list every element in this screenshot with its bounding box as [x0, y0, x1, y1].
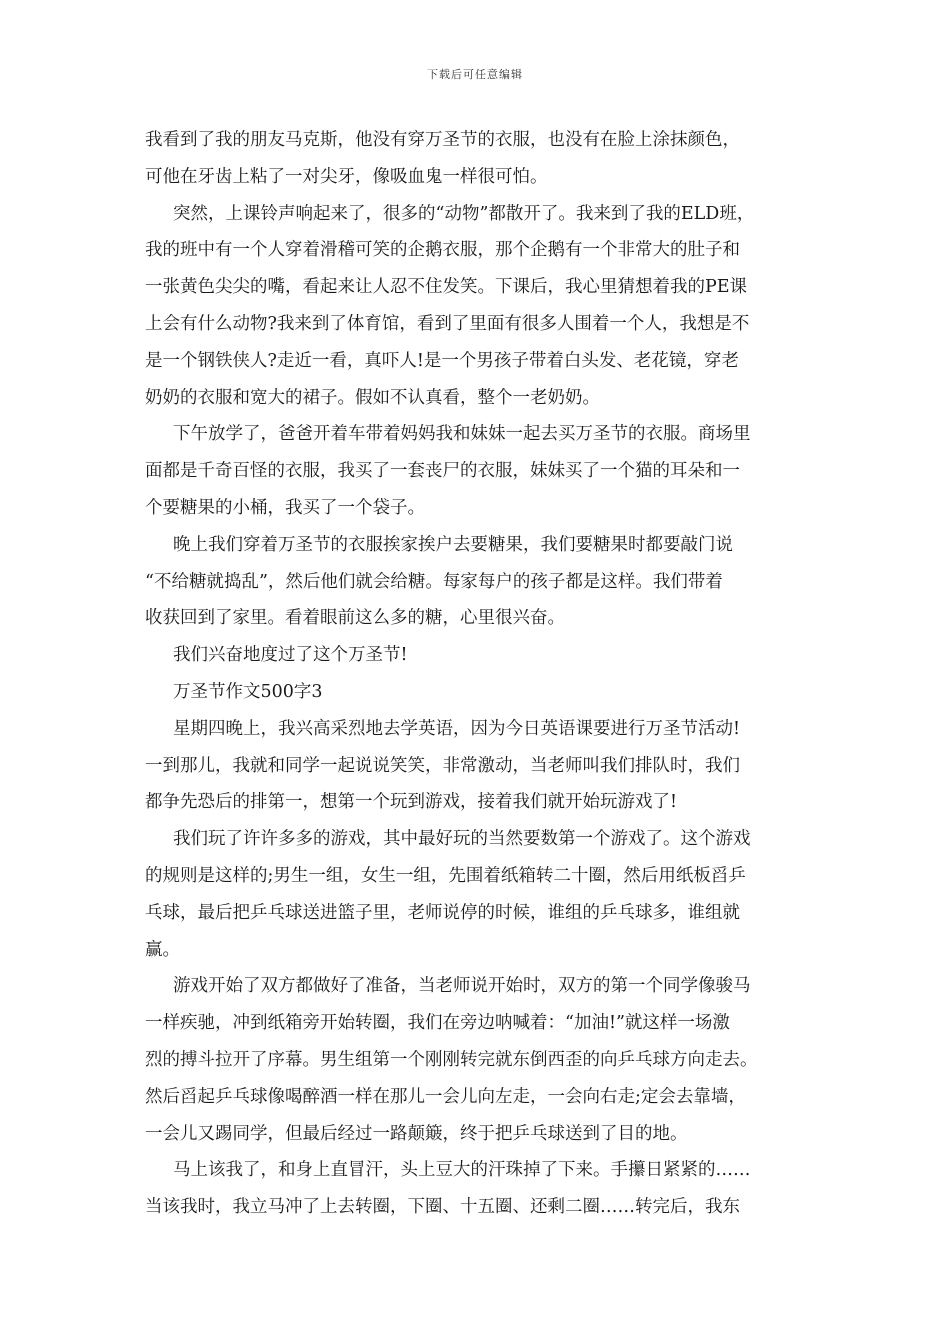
text-line: 然后舀起乒乓球像喝醉酒一样在那儿一会儿向左走，一会向右走;定会去靠墙， [145, 1086, 746, 1107]
text-line: 我们玩了许许多多的游戏，其中最好玩的当然要数第一个游戏了。这个游戏 [173, 829, 751, 850]
text-line: 突然，上课铃声响起来了，很多的“动物”都散开了。我来到了我的ELD班， [173, 203, 755, 224]
text-line: 马上该我了，和身上直冒汗，头上豆大的汗珠掉了下来。手攥日紧紧的…… [173, 1160, 751, 1181]
text-line: 烈的搏斗拉开了序幕。男生组第一个刚刚转完就东倒西歪的向乒乓球方向走去。 [145, 1049, 758, 1070]
text-line: 我的班中有一个人穿着滑稽可笑的企鹅衣服，那个企鹅有一个非常大的肚子和 [145, 240, 740, 261]
text-line: 是一个钢铁侠人?走近一看，真吓人!是一个男孩子带着白头发、老花镜，穿老 [145, 350, 739, 371]
text-line: 游戏开始了双方都做好了准备，当老师说开始时，双方的第一个同学像骏马 [173, 976, 751, 997]
text-line: 赢。 [145, 939, 180, 960]
text-line: 我看到了我的朋友马克斯，他没有穿万圣节的衣服，也没有在脸上涂抹颜色， [145, 130, 740, 150]
text-line: “不给糖就捣乱”，然后他们就会给糖。每家每户的孩子都是这样。我们带着 [145, 571, 723, 592]
text-line: 可他在牙齿上粘了一对尖牙，像吸血鬼一样很可怕。 [145, 166, 548, 187]
text-line: 下午放学了，爸爸开着车带着妈妈我和妹妹一起去买万圣节的衣服。商场里 [173, 424, 751, 445]
text-line: 乓球，最后把乒乓球送进篮子里，老师说停的时候，谁组的乒乓球多，谁组就 [145, 902, 740, 923]
text-line: 一会儿又踢同学，但最后经过一路颠簸，终于把乒乓球送到了目的地。 [145, 1123, 688, 1144]
text-line: 收获回到了家里。看着眼前这么多的糖，心里很兴奋。 [145, 608, 565, 629]
text-line: 一到那儿，我就和同学一起说说笑笑，非常激动，当老师叫我们排队时，我们 [145, 755, 740, 776]
text-line: 奶奶的衣服和宽大的裙子。假如不认真看，整个一老奶奶。 [145, 387, 600, 408]
text-line: 的规则是这样的;男生一组，女生一组，先围着纸箱转二十圈，然后用纸板舀乒 [145, 865, 746, 886]
page-header: 下载后可任意编辑 [427, 68, 523, 81]
text-line: 一样疾驰，冲到纸箱旁开始转圈，我们在旁边呐喊着：“加油!”就这样一场激 [145, 1013, 730, 1034]
text-line: 上会有什么动物?我来到了体育馆，看到了里面有很多人围着一个人，我想是不 [145, 313, 750, 334]
text-line: 个要糖果的小桶，我买了一个袋子。 [145, 497, 425, 518]
document-body [145, 122, 825, 1226]
text-line: 都争先恐后的排第一，想第一个玩到游戏，接着我们就开始玩游戏了! [145, 792, 678, 813]
text-line: 当该我时，我立马冲了上去转圈，下圈、十五圈、还剩二圈……转完后，我东 [145, 1197, 740, 1218]
text-line: 星期四晚上，我兴高采烈地去学英语，因为今日英语课要进行万圣节活动! [173, 718, 741, 739]
text-line: 一张黄色尖尖的嘴，看起来让人忍不住发笑。下课后，我心里猜想着我的PE课 [145, 277, 748, 298]
text-line: 晚上我们穿着万圣节的衣服挨家挨户去要糖果，我们要糖果时都要敲门说 [173, 534, 733, 555]
text-line: 面都是千奇百怪的衣服，我买了一套丧尸的衣服，妹妹买了一个猫的耳朵和一 [145, 461, 740, 482]
text-line: 万圣节作文500字3 [173, 681, 323, 702]
text-line: 我们兴奋地度过了这个万圣节! [173, 645, 408, 666]
